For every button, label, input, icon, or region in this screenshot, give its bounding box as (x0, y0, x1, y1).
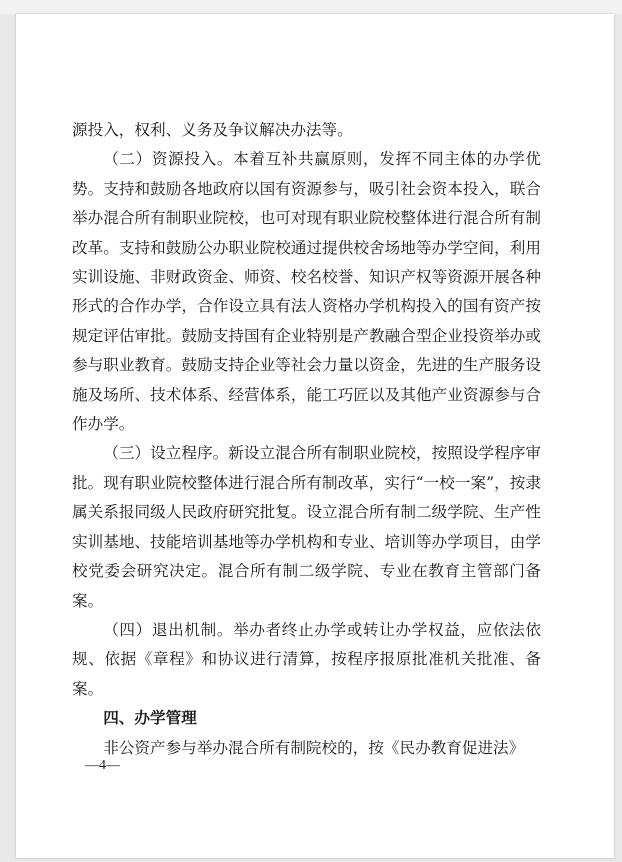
document-body (72, 116, 541, 763)
paragraph-exit-mechanism: （四）退出机制。举办者终止办学或转让办学权益，应依法依规、依据《章程》和协议进行清算，按程序报原批准机关批准、备案。 (72, 620, 541, 698)
section-heading-school-management: 四、办学管理 (103, 709, 197, 728)
paragraph-establishment-procedure: （三）设立程序。新设立混合所有制职业院校，按照设学程序审批。现有职业院校整体进行混合所有制改革，实行“一校一案”，按隶属关系报同级人民政府研究批复。设立混合所有制二级学院、生产性实训基地、技能培训基地等办学机构和专业、培训等办学项目，由学校党委会研究决定。混合所有制二级学院、专业在教育主管部门备案。 (72, 444, 541, 610)
paragraph-continuation: 源投入，权利、义务及争议解决办法等。 (72, 121, 353, 139)
page-number: —4— (85, 758, 120, 773)
paragraph-resource-input: （二）资源投入。本着互补共赢原则，发挥不同主体的办学优势。支持和鼓励各地政府以国有资源参与，吸引社会资本投入，联合举办混合所有制职业院校，也可对现有职业院校整体进行混合所有制改革。支持和鼓励公办职业院校通过提供校舍场地等办学空间，利用实训设施、非财政资金、师资、校名校誉、知识产权等资源开展各种形式的合作办学，合作设立具有法人资格办学机构投入的国有资产按规定评估审批。鼓励支持国有企业特别是产教融合型企业投资举办或参与职业教育。鼓励支持企业等社会力量以资金，先进的生产服务设施及场所、技术体系、经营体系，能工巧匠以及其他产业资源参与合作办学。 (72, 150, 541, 434)
paragraph-non-public-assets: 非公资产参与举办混合所有制院校的，按《民办教育促进法》 (103, 738, 525, 757)
viewer-top-bar (0, 0, 622, 14)
